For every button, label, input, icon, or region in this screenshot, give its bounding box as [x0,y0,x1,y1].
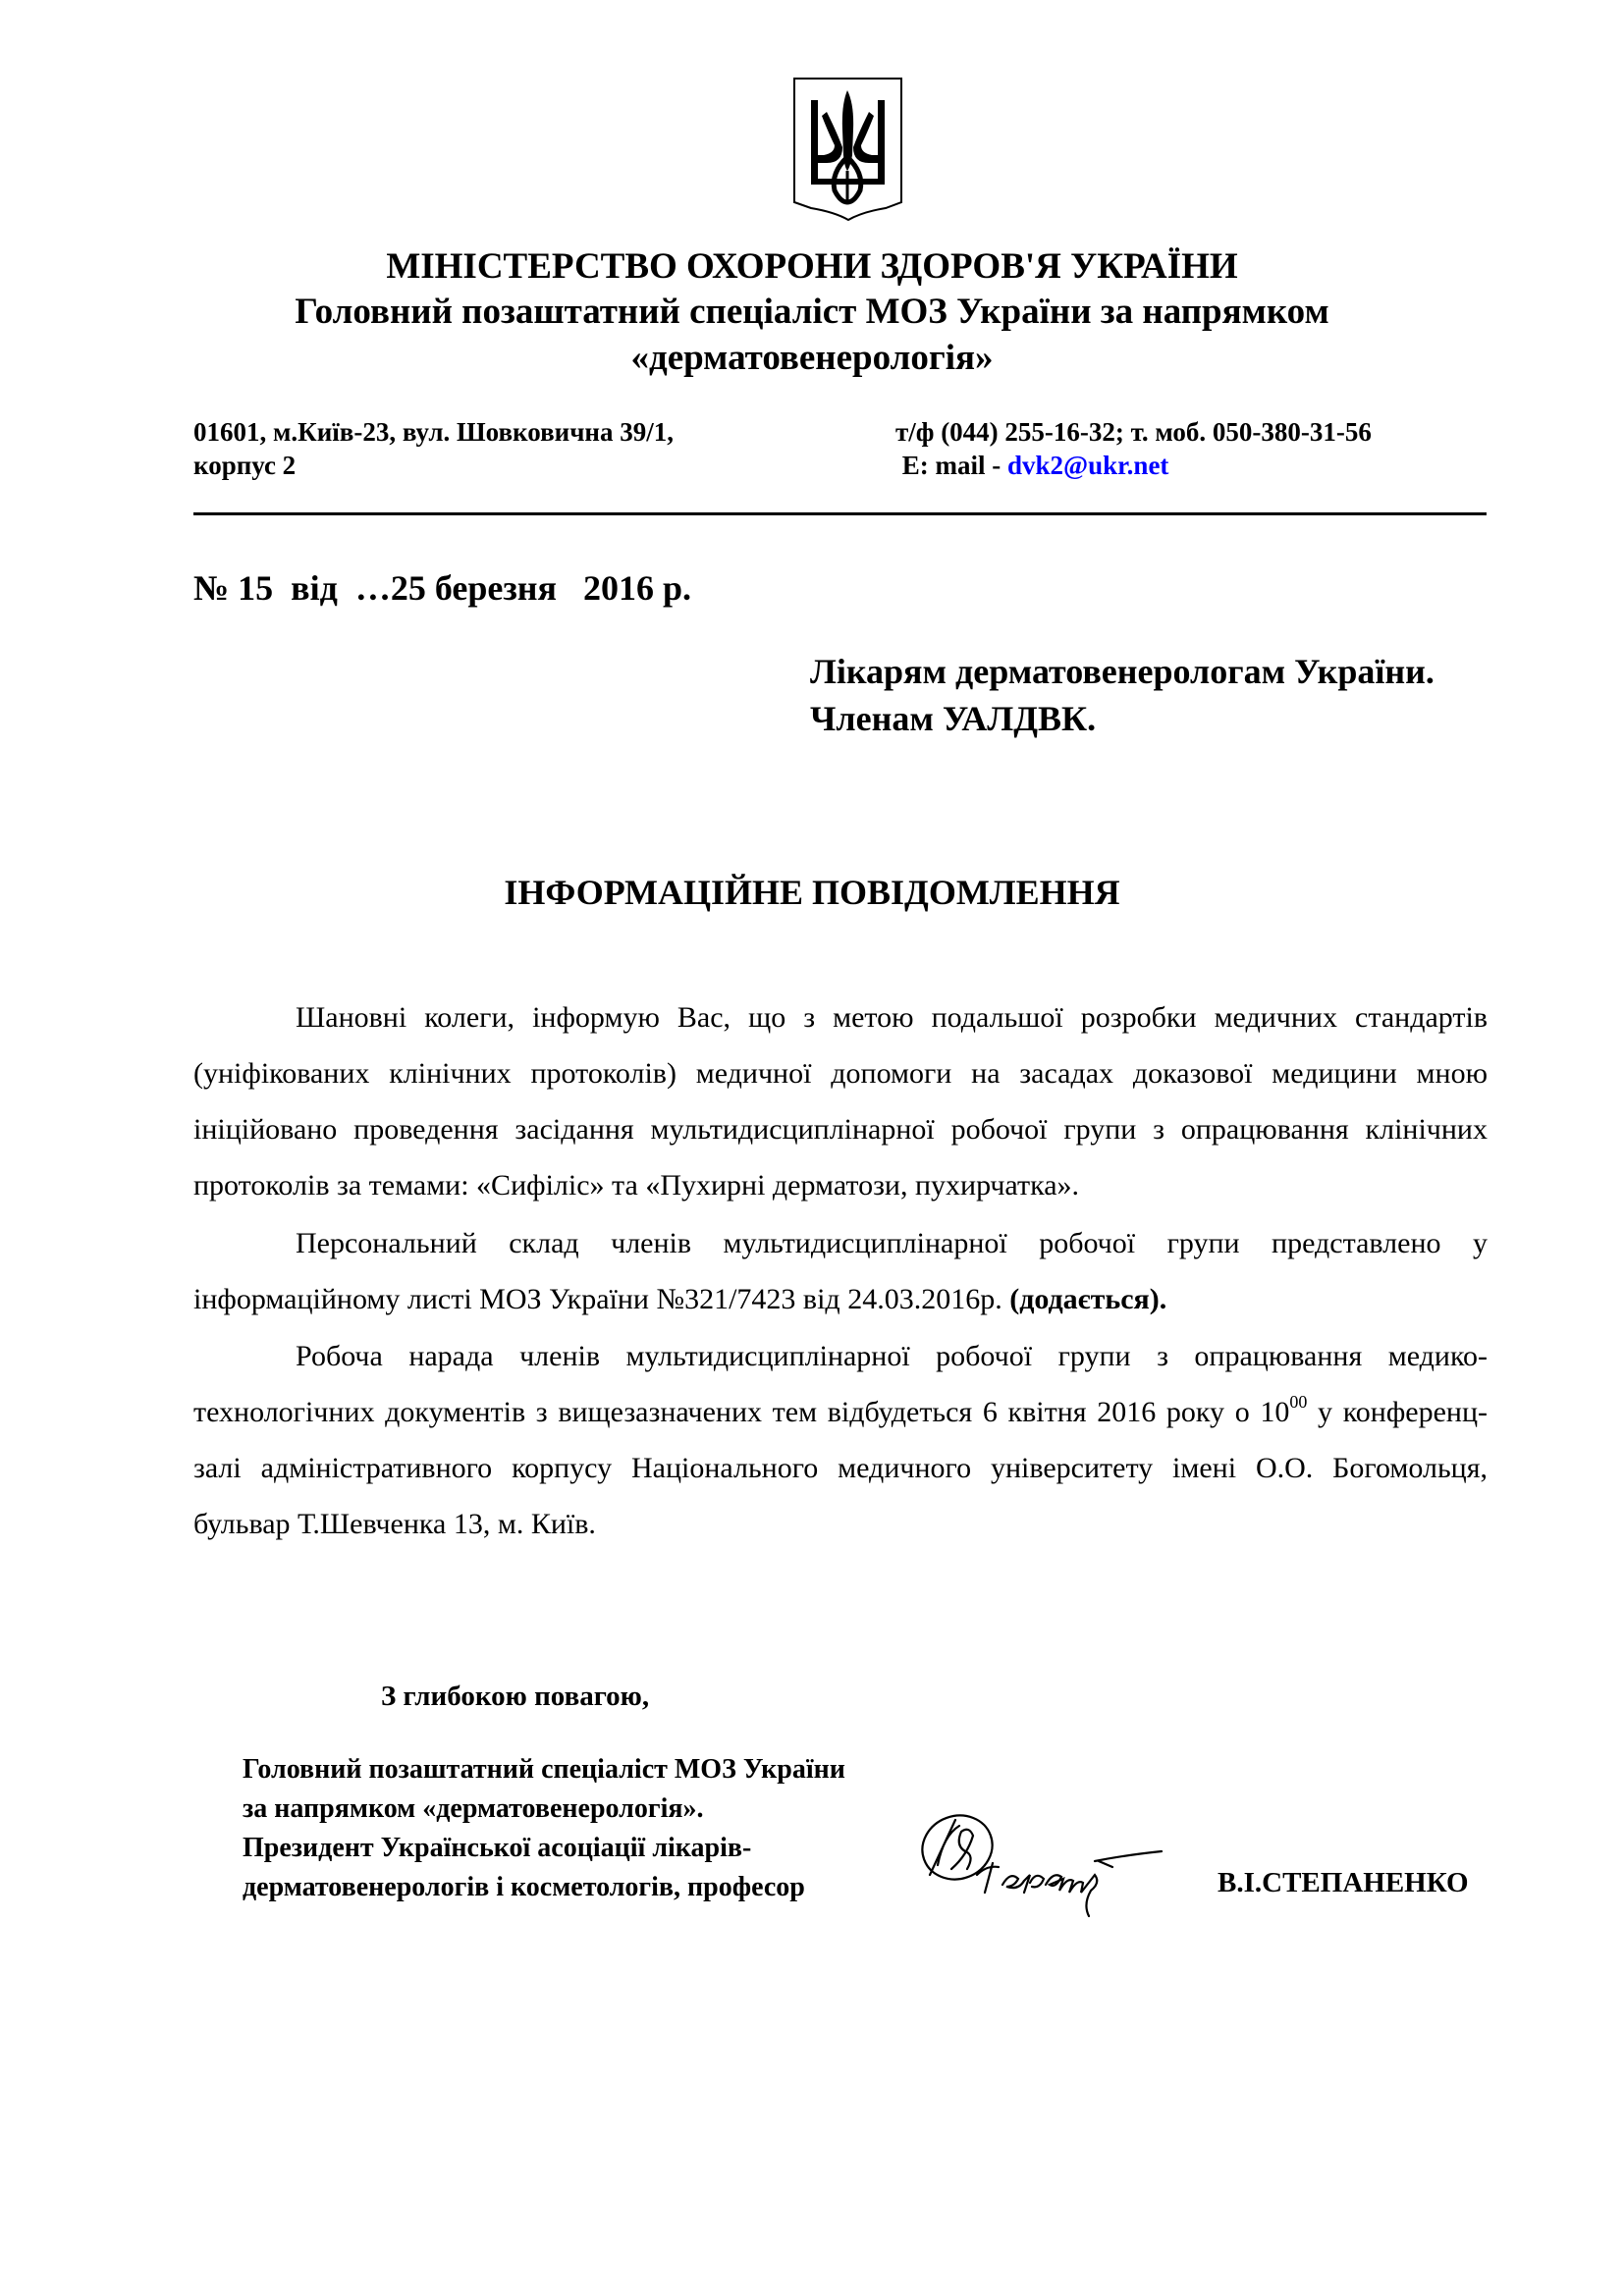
address-line-2: корпус 2 [193,451,297,480]
document-title: ІНФОРМАЦІЙНЕ ПОВІДОМЛЕННЯ [504,873,1120,912]
specialty-field: «дерматовенерологія» [630,338,994,378]
meeting-time-minutes: 00 [1289,1392,1308,1412]
ministry-name: МІНІСТЕРСТВО ОХОРОНИ ЗДОРОВ'Я УКРАЇНИ [386,246,1238,287]
postal-address [193,415,674,482]
signatory-line-3: Президент Української асоціації лікарів- [243,1833,752,1863]
closing-salutation: З глибокою повагою, [381,1681,650,1712]
paragraph-2-text: Персональний склад членів мультидисциплінарної робочої групи представлено у інформаційному листі МОЗ України №321/7423 від 24.03.2016р. [193,1227,1488,1315]
signatory-line-1: Головний позаштатний спеціаліст МОЗ України [243,1754,845,1785]
meeting-text-after: у конференц-залі адміністративного корпусу Національного медичного університету імені О.О. Богомольця, бульвар Т.Шевченка 13, м. Київ. [193,1396,1488,1540]
body-paragraph-1 [193,989,1488,1213]
phone-line: т/ф (044) 255-16-32; т. моб. 050-380-31-56 [895,417,1372,447]
recipient-line-2: Членам УАЛДВК. [810,699,1097,738]
meeting-text-before: Робоча нарада членів мультидисциплінарної робочої групи з опрацювання медико-технологічних документів з вищезазначених тем відбудеться 6 квітня 2016 року о 10 [193,1340,1488,1428]
handwritten-signature-icon [908,1806,1203,1924]
body-paragraph-2 [193,1215,1488,1327]
recipients [810,648,1435,742]
coat-of-arms-icon [791,77,919,224]
contact-info [895,415,1372,482]
paragraph-text [193,1215,1488,1327]
attachment-note: (додається). [1009,1283,1167,1315]
signatory-line-2: за напрямком «дерматовенерологія». [243,1793,704,1824]
chief-specialist-title: Головний позаштатний спеціаліст МОЗ України за напрямком [295,292,1329,332]
header-divider [193,512,1487,515]
signatory-titles [243,1750,845,1907]
recipient-line-1: Лікарям дерматовенерологам України. [810,652,1435,691]
signatory-name: В.І.СТЕПАНЕНКО [1218,1867,1469,1898]
paragraph-text: Шановні колеги, інформую Вас, що з метою подальшої розробки медичних стандартів (уніфікованих клінічних протоколів) медичної допомоги на засадах доказової медицини мною ініційовано проведення засідання мультидисциплінарної робочої групи з опрацювання клінічних протоколів за темами: «Сифіліс» та «Пухирні дерматози, пухирчатка». [193,1001,1488,1201]
signatory-line-4: дерматовенерологів і косметологів, професор [243,1872,805,1902]
email-line [895,449,1372,482]
email-label: E: mail - [901,451,1007,480]
document-number-date: № 15 від …25 березня 2016 р. [193,568,692,608]
address-line-1: 01601, м.Київ-23, вул. Шовковична 39/1, [193,417,674,447]
paragraph-text [193,1328,1488,1552]
email-link[interactable]: dvk2@ukr.net [1007,451,1169,480]
body-paragraph-3 [193,1328,1488,1552]
